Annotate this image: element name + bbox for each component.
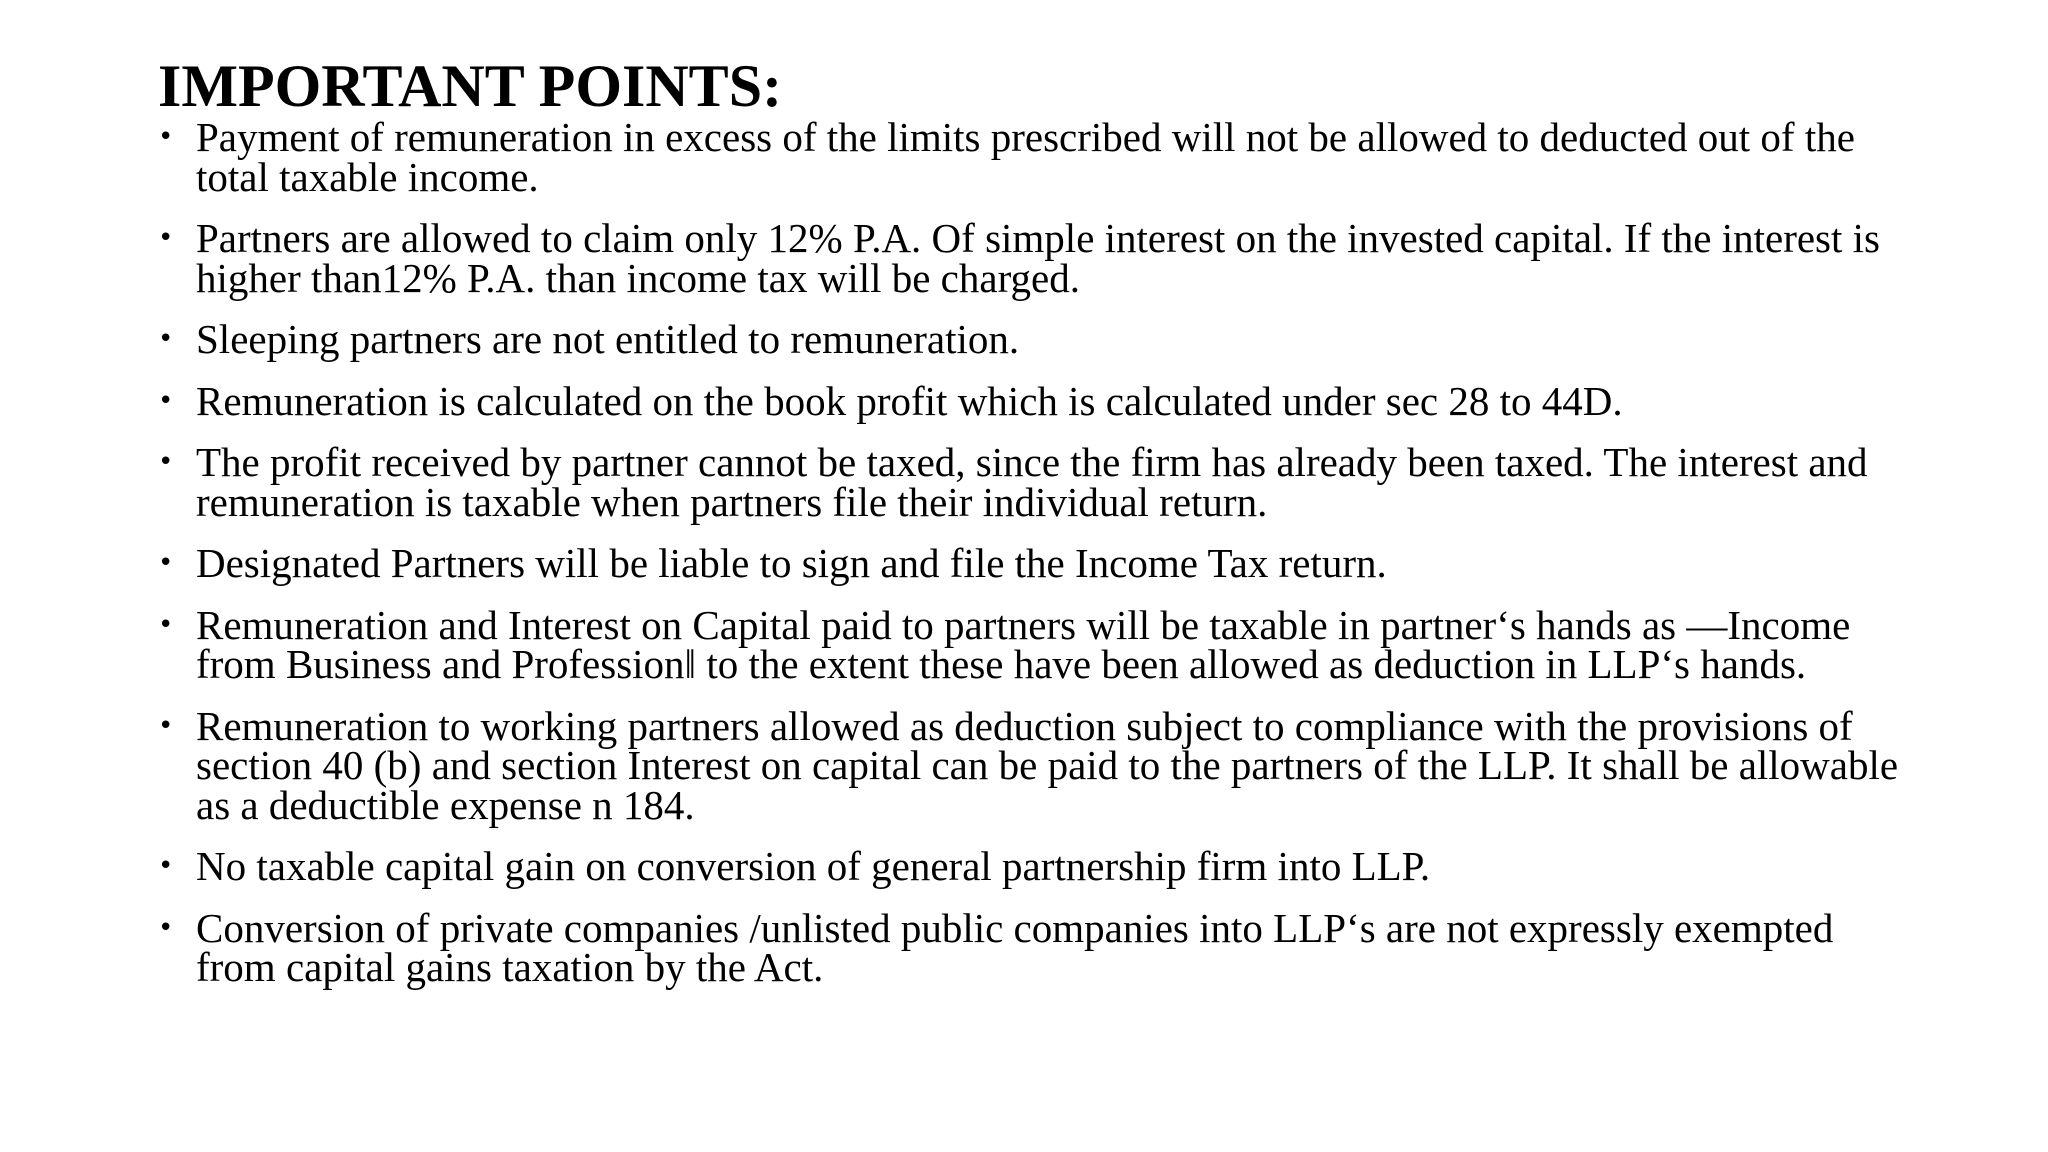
bullet-icon: • xyxy=(158,851,174,881)
list-item xyxy=(158,843,1918,889)
list-item-text: Remuneration and Interest on Capital paid to partners will be taxable in partner‘s hands as ―Income from Business and Profession‖ to the extent these have been allowed as deduction in LLP‘s hands. xyxy=(196,601,1851,687)
list-item-text: Payment of remuneration in excess of the limits prescribed will not be allowed to deducted out of the total taxable income. xyxy=(196,114,1855,200)
list-item-text: Sleeping partners are not entitled to remuneration. xyxy=(196,316,1020,362)
bullet-icon: • xyxy=(158,122,174,152)
bullet-icon: • xyxy=(158,385,174,416)
list-item xyxy=(158,316,1918,362)
bullet-icon: • xyxy=(158,548,174,578)
list-item xyxy=(158,702,1918,828)
bullet-list xyxy=(158,114,1918,1010)
list-item xyxy=(158,601,1918,687)
bullet-icon: • xyxy=(158,324,174,354)
list-item xyxy=(158,439,1918,525)
bullet-icon: • xyxy=(158,223,174,253)
list-item xyxy=(158,540,1918,586)
list-item-text: No taxable capital gain on conversion of general partnership firm into LLP. xyxy=(196,843,1431,889)
list-item-text: Remuneration to working partners allowed as deduction subject to compliance with the provisions of section 40 (b) and section Interest on capital can be paid to the partners of the LLP. It shall be allowable as a deductible expense n 184. xyxy=(196,702,1899,828)
bullet-icon: • xyxy=(158,609,174,640)
list-item xyxy=(158,215,1918,301)
bullet-icon: • xyxy=(158,912,174,943)
list-item xyxy=(158,904,1918,990)
list-item-text: Designated Partners will be liable to sign and file the Income Tax return. xyxy=(196,540,1387,586)
slide-title: IMPORTANT POINTS: xyxy=(158,53,783,119)
list-item-text: The profit received by partner cannot be taxed, since the firm has already been taxed. The interest and remuneration is taxable when partners file their individual return. xyxy=(196,439,1868,525)
list-item xyxy=(158,114,1918,200)
bullet-icon: • xyxy=(158,447,174,477)
list-item-text: Remuneration is calculated on the book profit which is calculated under sec 28 to 44D. xyxy=(196,377,1623,424)
bullet-icon: • xyxy=(158,710,174,741)
list-item-text: Partners are allowed to claim only 12% P.A. Of simple interest on the invested capital. If the interest is higher than12% P.A. than income tax will be charged. xyxy=(196,215,1880,301)
list-item-text: Conversion of private companies /unlisted public companies into LLP‘s are not expressly exempted from capital gains taxation by the Act. xyxy=(196,904,1834,990)
list-item xyxy=(158,377,1918,424)
